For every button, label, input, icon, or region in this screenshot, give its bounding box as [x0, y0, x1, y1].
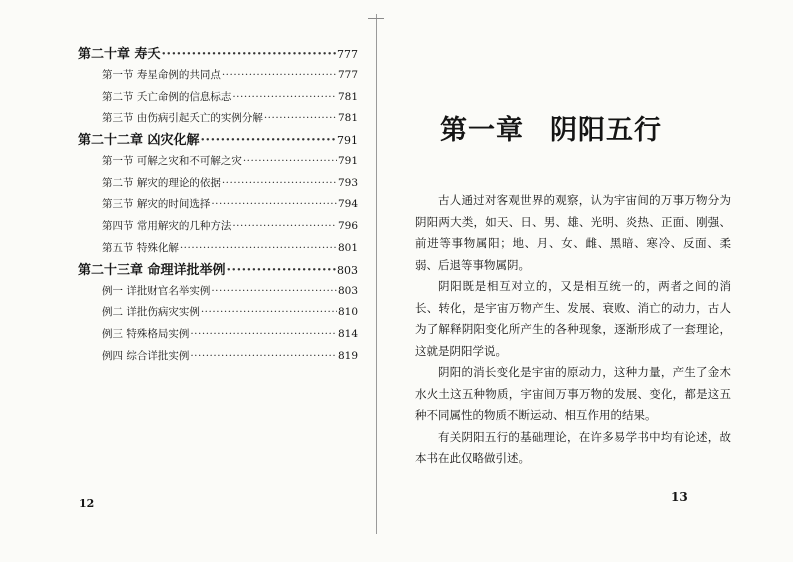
toc-entry-label: 例二 详批伤病灾实例: [102, 306, 200, 319]
toc-page-number: 814: [337, 327, 358, 340]
paragraph: 有关阴阳五行的基础理论，在许多易学书中均有论述，故本书在此仅略做引述。: [415, 429, 731, 465]
toc-section-entry: [78, 194, 358, 216]
toc-leader-dots: [162, 44, 336, 65]
right-page: [385, 0, 793, 562]
toc-entry-label: 第二十二章 凶灾化解: [78, 133, 200, 149]
toc-page-number: 781: [337, 112, 358, 125]
toc-leader-dots: [180, 238, 337, 260]
toc-page-number: 819: [337, 349, 358, 362]
left-page: [0, 0, 385, 562]
toc-section-entry: [78, 65, 358, 87]
toc-entry-label: 例四 综合详批实例: [102, 349, 190, 362]
toc-entry-label: 第一节 可解之灾和不可解之灾: [102, 155, 242, 168]
toc-page-number: 791: [337, 134, 358, 148]
paragraph: 古人通过对客观世界的观察，认为宇宙间的万事万物分为阴阳两大类，如天、日、男、雄、光明、炎热、正面、刚强、前进等事物属阳；地、月、女、雌、黑暗、寒冷、反面、柔弱、后退等事物属阴。: [415, 193, 731, 272]
toc-entry-label: 例一 详批财官名举实例: [102, 284, 211, 297]
chapter-name: 阴阳五行: [550, 115, 662, 146]
toc-leader-dots: [211, 281, 337, 303]
toc-leader-dots: [232, 87, 337, 109]
toc-chapter-entry: [78, 44, 358, 65]
left-page-number: 12: [79, 497, 95, 510]
toc-leader-dots: [227, 260, 336, 281]
toc-entry-label: 第二十三章 命理详批举例: [78, 262, 226, 278]
toc-chapter-entry: [78, 260, 358, 281]
table-of-contents: [78, 44, 358, 367]
toc-section-entry: [78, 324, 358, 346]
toc-entry-label: 第五节 特殊化解: [102, 241, 179, 254]
toc-page-number: 794: [337, 198, 358, 211]
toc-leader-dots: [201, 130, 336, 151]
toc-leader-dots: [211, 194, 337, 216]
toc-entry-label: 第二节 解灾的理论的依据: [102, 176, 221, 189]
toc-page-number: 810: [337, 306, 358, 319]
toc-leader-dots: [243, 151, 337, 173]
toc-page-number: 777: [337, 69, 358, 81]
toc-section-entry: [78, 173, 358, 195]
toc-entry-label: 第三节 解灾的时间选择: [102, 198, 211, 211]
toc-entry-label: 第一节 寿星命例的共同点: [102, 69, 221, 81]
toc-page-number: 803: [337, 263, 358, 277]
toc-entry-label: 例三 特殊格局实例: [102, 327, 190, 340]
toc-page-number: 803: [337, 284, 358, 297]
toc-entry-label: 第二节 夭亡命例的信息标志: [102, 90, 232, 103]
toc-section-entry: [78, 108, 358, 130]
chapter-number: 第一章: [440, 115, 524, 146]
toc-section-entry: [78, 346, 358, 368]
toc-leader-dots: [201, 302, 337, 324]
chapter-title: [440, 108, 662, 147]
paragraph: 阴阳既是相互对立的，又是相互统一的，两者之间的消长、转化，是宇宙万物产生、发展、衰败、消亡的动力，古人为了解释阴阳变化所产生的各种现象，逐渐形成了一套理论，这就是阴阳学说。: [415, 279, 731, 358]
chapter-body: [415, 190, 731, 470]
toc-entry-label: 第三节 由伤病引起夭亡的实例分解: [102, 112, 263, 125]
toc-section-entry: [78, 302, 358, 324]
toc-chapter-entry: [78, 130, 358, 151]
toc-entry-label: 第四节 常用解灾的几种方法: [102, 220, 232, 233]
toc-section-entry: [78, 87, 358, 109]
toc-page-number: 777: [337, 48, 358, 61]
right-page-number: 13: [671, 490, 688, 504]
paragraph: 阴阳的消长变化是宇宙的原动力，这种力量，产生了金木水火土这五种物质，宇宙间万事万物的发展、变化，都是这五种不同属性的物质不断运动、相互作用的结果。: [415, 365, 731, 422]
toc-section-entry: [78, 216, 358, 238]
toc-section-entry: [78, 151, 358, 173]
toc-page-number: 801: [337, 241, 358, 254]
toc-leader-dots: [264, 108, 337, 130]
toc-page-number: 796: [337, 220, 358, 233]
toc-leader-dots: [190, 324, 337, 346]
toc-page-number: 793: [337, 176, 358, 189]
toc-entry-label: 第二十章 寿夭: [78, 47, 161, 62]
toc-leader-dots: [222, 173, 337, 195]
toc-section-entry: [78, 281, 358, 303]
toc-leader-dots: [222, 65, 337, 87]
toc-page-number: 781: [337, 90, 358, 103]
toc-page-number: 791: [337, 155, 358, 168]
toc-leader-dots: [232, 216, 337, 238]
toc-leader-dots: [190, 346, 337, 368]
toc-section-entry: [78, 238, 358, 260]
